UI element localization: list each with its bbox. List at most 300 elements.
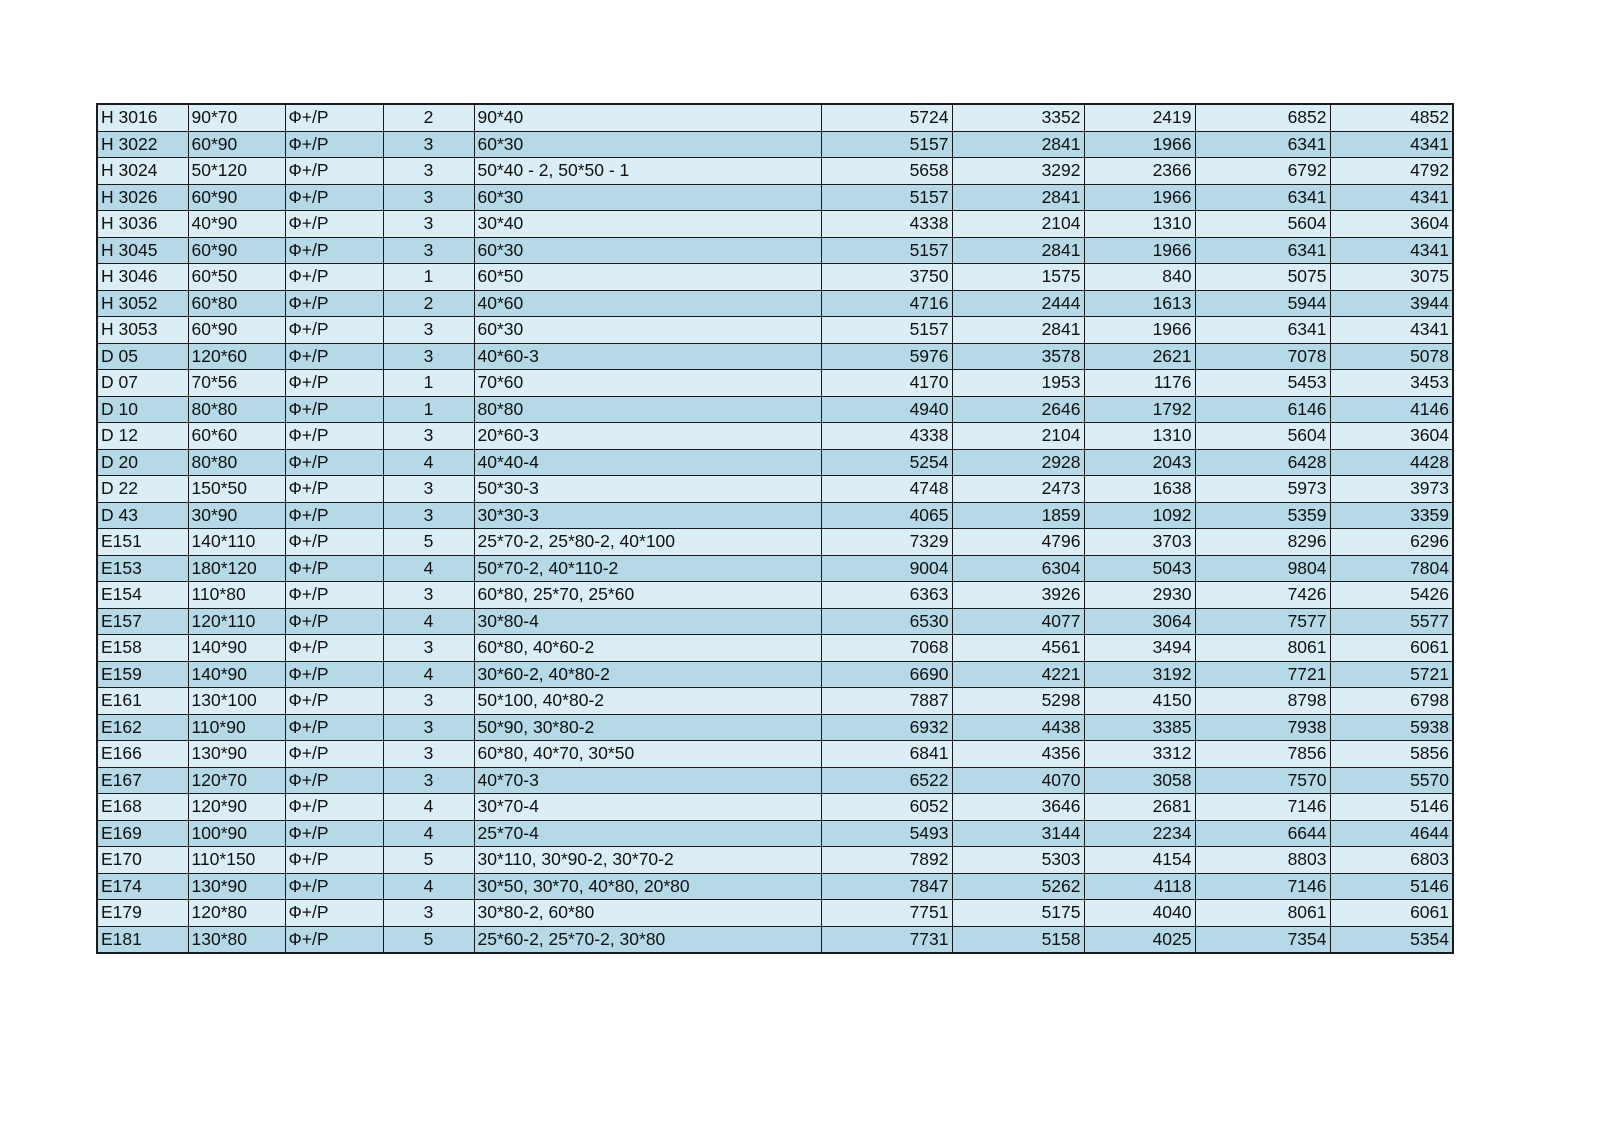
cell-description: 50*30-3 [474,476,821,503]
cell-price-1: 9004 [821,555,952,582]
table-row [97,900,1453,927]
cell-price-2: 1575 [952,264,1084,291]
cell-price-5: 4341 [1330,317,1453,344]
cell-type: Ф+/Р [285,555,383,582]
cell-description: 60*30 [474,317,821,344]
cell-price-4: 6341 [1195,317,1330,344]
cell-price-5: 6061 [1330,900,1453,927]
cell-price-4: 6428 [1195,449,1330,476]
cell-price-4: 7938 [1195,714,1330,741]
cell-price-5: 3944 [1330,290,1453,317]
cell-description: 60*30 [474,237,821,264]
cell-price-1: 5254 [821,449,952,476]
cell-price-1: 5976 [821,343,952,370]
cell-price-5: 5146 [1330,873,1453,900]
cell-count: 4 [383,873,474,900]
cell-type: Ф+/Р [285,767,383,794]
table-row [97,476,1453,503]
cell-price-3: 1966 [1084,131,1195,158]
cell-price-5: 4792 [1330,158,1453,185]
cell-price-2: 1953 [952,370,1084,397]
cell-type: Ф+/Р [285,290,383,317]
table-row [97,396,1453,423]
cell-count: 5 [383,529,474,556]
cell-description: 30*60-2, 40*80-2 [474,661,821,688]
cell-description: 30*80-2, 60*80 [474,900,821,927]
cell-type: Ф+/Р [285,396,383,423]
cell-price-2: 4561 [952,635,1084,662]
cell-price-1: 6522 [821,767,952,794]
cell-price-5: 3075 [1330,264,1453,291]
cell-type: Ф+/Р [285,317,383,344]
cell-price-5: 5856 [1330,741,1453,768]
cell-price-1: 7892 [821,847,952,874]
cell-code: D 07 [97,370,188,397]
cell-price-2: 2841 [952,184,1084,211]
table-row [97,847,1453,874]
cell-count: 5 [383,926,474,953]
cell-description: 60*80, 40*60-2 [474,635,821,662]
cell-price-4: 6644 [1195,820,1330,847]
cell-price-3: 4154 [1084,847,1195,874]
cell-code: D 22 [97,476,188,503]
cell-price-3: 5043 [1084,555,1195,582]
cell-code: D 20 [97,449,188,476]
table-row [97,343,1453,370]
table-row [97,211,1453,238]
cell-code: H 3022 [97,131,188,158]
cell-description: 80*80 [474,396,821,423]
cell-count: 3 [383,158,474,185]
cell-type: Ф+/Р [285,847,383,874]
cell-description: 30*80-4 [474,608,821,635]
table-row [97,370,1453,397]
table-row [97,820,1453,847]
cell-price-4: 8803 [1195,847,1330,874]
table-row [97,104,1453,131]
cell-size: 90*70 [188,104,285,131]
cell-description: 30*50, 30*70, 40*80, 20*80 [474,873,821,900]
cell-size: 130*90 [188,873,285,900]
cell-code: H 3053 [97,317,188,344]
cell-price-1: 4940 [821,396,952,423]
cell-count: 3 [383,211,474,238]
cell-code: D 10 [97,396,188,423]
cell-price-4: 7078 [1195,343,1330,370]
cell-size: 100*90 [188,820,285,847]
cell-code: E157 [97,608,188,635]
cell-price-1: 5157 [821,317,952,344]
cell-price-3: 3064 [1084,608,1195,635]
cell-code: E174 [97,873,188,900]
cell-price-3: 1792 [1084,396,1195,423]
table-row [97,290,1453,317]
cell-price-3: 2419 [1084,104,1195,131]
cell-price-3: 4150 [1084,688,1195,715]
cell-type: Ф+/Р [285,873,383,900]
cell-price-2: 4077 [952,608,1084,635]
cell-price-4: 5944 [1195,290,1330,317]
cell-code: E153 [97,555,188,582]
cell-price-2: 2104 [952,211,1084,238]
cell-price-5: 4428 [1330,449,1453,476]
cell-price-2: 2646 [952,396,1084,423]
cell-price-1: 5724 [821,104,952,131]
cell-count: 3 [383,131,474,158]
cell-description: 25*70-2, 25*80-2, 40*100 [474,529,821,556]
cell-type: Ф+/Р [285,794,383,821]
table-row [97,555,1453,582]
cell-count: 2 [383,290,474,317]
cell-count: 3 [383,688,474,715]
cell-size: 110*80 [188,582,285,609]
cell-description: 40*70-3 [474,767,821,794]
cell-price-2: 2928 [952,449,1084,476]
cell-price-1: 6530 [821,608,952,635]
table-row [97,794,1453,821]
cell-price-4: 7426 [1195,582,1330,609]
cell-price-4: 5453 [1195,370,1330,397]
cell-price-3: 1638 [1084,476,1195,503]
cell-price-5: 5426 [1330,582,1453,609]
cell-code: E154 [97,582,188,609]
cell-size: 60*90 [188,131,285,158]
cell-code: H 3045 [97,237,188,264]
cell-price-5: 4341 [1330,131,1453,158]
table-row [97,317,1453,344]
cell-count: 3 [383,343,474,370]
cell-price-4: 8296 [1195,529,1330,556]
cell-price-2: 6304 [952,555,1084,582]
cell-price-2: 5262 [952,873,1084,900]
cell-price-3: 3192 [1084,661,1195,688]
spreadsheet-page [96,103,1454,954]
cell-price-2: 1859 [952,502,1084,529]
table-row [97,264,1453,291]
cell-description: 50*70-2, 40*110-2 [474,555,821,582]
cell-price-1: 4338 [821,211,952,238]
cell-price-5: 6296 [1330,529,1453,556]
cell-size: 120*80 [188,900,285,927]
cell-price-2: 3292 [952,158,1084,185]
table-row [97,767,1453,794]
cell-size: 150*50 [188,476,285,503]
cell-description: 50*100, 40*80-2 [474,688,821,715]
cell-description: 70*60 [474,370,821,397]
cell-type: Ф+/Р [285,264,383,291]
table-row [97,688,1453,715]
table-row [97,661,1453,688]
cell-size: 70*56 [188,370,285,397]
table-row [97,582,1453,609]
cell-price-5: 3604 [1330,211,1453,238]
cell-code: D 05 [97,343,188,370]
cell-price-5: 4341 [1330,237,1453,264]
cell-count: 3 [383,184,474,211]
cell-code: E166 [97,741,188,768]
cell-description: 60*80, 25*70, 25*60 [474,582,821,609]
table-row [97,449,1453,476]
table-row [97,741,1453,768]
cell-count: 3 [383,741,474,768]
cell-price-2: 2444 [952,290,1084,317]
cell-count: 4 [383,555,474,582]
cell-count: 1 [383,396,474,423]
cell-type: Ф+/Р [285,635,383,662]
cell-size: 60*50 [188,264,285,291]
cell-count: 3 [383,582,474,609]
cell-code: E179 [97,900,188,927]
cell-code: E170 [97,847,188,874]
cell-price-3: 1966 [1084,184,1195,211]
cell-price-5: 6803 [1330,847,1453,874]
cell-size: 50*120 [188,158,285,185]
cell-price-4: 7354 [1195,926,1330,953]
cell-price-1: 4065 [821,502,952,529]
cell-price-1: 7329 [821,529,952,556]
cell-description: 50*40 - 2, 50*50 - 1 [474,158,821,185]
cell-count: 3 [383,237,474,264]
cell-price-3: 1310 [1084,211,1195,238]
cell-size: 110*90 [188,714,285,741]
cell-count: 4 [383,820,474,847]
cell-price-4: 6341 [1195,184,1330,211]
cell-price-3: 4040 [1084,900,1195,927]
cell-size: 80*80 [188,396,285,423]
cell-type: Ф+/Р [285,502,383,529]
cell-price-2: 3646 [952,794,1084,821]
cell-type: Ф+/Р [285,529,383,556]
cell-size: 110*150 [188,847,285,874]
cell-price-4: 7146 [1195,794,1330,821]
cell-price-3: 2681 [1084,794,1195,821]
cell-size: 60*80 [188,290,285,317]
cell-size: 140*90 [188,661,285,688]
cell-description: 25*60-2, 25*70-2, 30*80 [474,926,821,953]
cell-type: Ф+/Р [285,926,383,953]
table-row [97,184,1453,211]
cell-description: 40*60-3 [474,343,821,370]
cell-price-2: 4438 [952,714,1084,741]
cell-price-5: 3359 [1330,502,1453,529]
cell-price-3: 2621 [1084,343,1195,370]
cell-price-4: 7146 [1195,873,1330,900]
cell-type: Ф+/Р [285,131,383,158]
cell-price-2: 5303 [952,847,1084,874]
cell-count: 1 [383,370,474,397]
cell-type: Ф+/Р [285,661,383,688]
cell-size: 60*90 [188,237,285,264]
cell-price-2: 4356 [952,741,1084,768]
cell-price-3: 840 [1084,264,1195,291]
cell-price-1: 7847 [821,873,952,900]
cell-price-2: 3352 [952,104,1084,131]
cell-description: 25*70-4 [474,820,821,847]
cell-price-3: 3703 [1084,529,1195,556]
cell-price-3: 3494 [1084,635,1195,662]
cell-description: 60*30 [474,184,821,211]
cell-price-2: 2841 [952,131,1084,158]
cell-price-5: 6061 [1330,635,1453,662]
cell-size: 130*90 [188,741,285,768]
table-body [97,104,1453,953]
cell-count: 3 [383,714,474,741]
cell-description: 60*50 [474,264,821,291]
cell-price-5: 6798 [1330,688,1453,715]
cell-type: Ф+/Р [285,608,383,635]
cell-price-1: 5157 [821,131,952,158]
cell-price-4: 6341 [1195,237,1330,264]
cell-code: E151 [97,529,188,556]
cell-type: Ф+/Р [285,158,383,185]
cell-price-2: 2841 [952,237,1084,264]
cell-price-1: 4716 [821,290,952,317]
cell-price-5: 4146 [1330,396,1453,423]
cell-price-1: 4170 [821,370,952,397]
cell-size: 60*90 [188,317,285,344]
cell-price-1: 7068 [821,635,952,662]
cell-type: Ф+/Р [285,582,383,609]
cell-price-1: 3750 [821,264,952,291]
cell-count: 3 [383,476,474,503]
cell-type: Ф+/Р [285,449,383,476]
cell-count: 3 [383,423,474,450]
cell-size: 130*80 [188,926,285,953]
cell-price-3: 1310 [1084,423,1195,450]
cell-count: 3 [383,502,474,529]
cell-code: E159 [97,661,188,688]
cell-size: 120*60 [188,343,285,370]
cell-description: 30*70-4 [474,794,821,821]
cell-type: Ф+/Р [285,184,383,211]
cell-price-2: 2104 [952,423,1084,450]
cell-description: 60*30 [474,131,821,158]
cell-price-1: 4748 [821,476,952,503]
cell-price-3: 3385 [1084,714,1195,741]
cell-type: Ф+/Р [285,370,383,397]
cell-price-4: 7577 [1195,608,1330,635]
cell-price-3: 1092 [1084,502,1195,529]
cell-size: 80*80 [188,449,285,476]
cell-size: 60*60 [188,423,285,450]
cell-size: 130*100 [188,688,285,715]
cell-price-4: 7856 [1195,741,1330,768]
cell-price-2: 5298 [952,688,1084,715]
cell-description: 30*30-3 [474,502,821,529]
cell-price-2: 4796 [952,529,1084,556]
table-row [97,237,1453,264]
cell-price-5: 5938 [1330,714,1453,741]
cell-count: 1 [383,264,474,291]
cell-price-2: 3144 [952,820,1084,847]
cell-price-5: 3604 [1330,423,1453,450]
cell-price-2: 5175 [952,900,1084,927]
cell-price-3: 2234 [1084,820,1195,847]
cell-price-4: 5359 [1195,502,1330,529]
cell-description: 60*80, 40*70, 30*50 [474,741,821,768]
cell-code: H 3024 [97,158,188,185]
cell-code: E169 [97,820,188,847]
cell-type: Ф+/Р [285,476,383,503]
cell-description: 20*60-3 [474,423,821,450]
cell-price-5: 4852 [1330,104,1453,131]
cell-type: Ф+/Р [285,820,383,847]
cell-price-1: 6690 [821,661,952,688]
cell-price-2: 5158 [952,926,1084,953]
table-row [97,423,1453,450]
cell-code: E162 [97,714,188,741]
cell-price-3: 1176 [1084,370,1195,397]
cell-description: 50*90, 30*80-2 [474,714,821,741]
cell-code: D 12 [97,423,188,450]
cell-code: E167 [97,767,188,794]
cell-description: 40*40-4 [474,449,821,476]
cell-count: 3 [383,317,474,344]
cell-price-4: 5973 [1195,476,1330,503]
cell-type: Ф+/Р [285,900,383,927]
cell-price-5: 4341 [1330,184,1453,211]
cell-type: Ф+/Р [285,688,383,715]
cell-price-5: 5570 [1330,767,1453,794]
cell-type: Ф+/Р [285,714,383,741]
cell-price-5: 3453 [1330,370,1453,397]
cell-price-2: 3926 [952,582,1084,609]
cell-price-1: 5493 [821,820,952,847]
cell-type: Ф+/Р [285,237,383,264]
cell-price-4: 7570 [1195,767,1330,794]
cell-price-1: 5157 [821,237,952,264]
cell-count: 3 [383,900,474,927]
cell-price-4: 8061 [1195,635,1330,662]
table-row [97,714,1453,741]
price-table [96,103,1454,954]
cell-size: 140*90 [188,635,285,662]
cell-count: 4 [383,794,474,821]
cell-price-5: 5146 [1330,794,1453,821]
cell-code: H 3046 [97,264,188,291]
cell-code: H 3052 [97,290,188,317]
cell-code: E161 [97,688,188,715]
cell-size: 120*90 [188,794,285,821]
table-row [97,635,1453,662]
cell-code: E158 [97,635,188,662]
cell-price-5: 5577 [1330,608,1453,635]
cell-count: 2 [383,104,474,131]
cell-price-1: 5658 [821,158,952,185]
cell-price-5: 3973 [1330,476,1453,503]
cell-code: H 3026 [97,184,188,211]
cell-price-2: 2473 [952,476,1084,503]
cell-price-1: 6932 [821,714,952,741]
cell-price-3: 2930 [1084,582,1195,609]
cell-price-5: 7804 [1330,555,1453,582]
cell-size: 120*110 [188,608,285,635]
cell-price-3: 3312 [1084,741,1195,768]
cell-code: H 3016 [97,104,188,131]
cell-description: 40*60 [474,290,821,317]
cell-price-1: 4338 [821,423,952,450]
cell-price-4: 6792 [1195,158,1330,185]
cell-price-2: 3578 [952,343,1084,370]
cell-price-1: 5157 [821,184,952,211]
cell-code: E181 [97,926,188,953]
cell-count: 5 [383,847,474,874]
cell-price-1: 7751 [821,900,952,927]
cell-type: Ф+/Р [285,423,383,450]
cell-size: 140*110 [188,529,285,556]
cell-price-5: 5078 [1330,343,1453,370]
cell-size: 120*70 [188,767,285,794]
